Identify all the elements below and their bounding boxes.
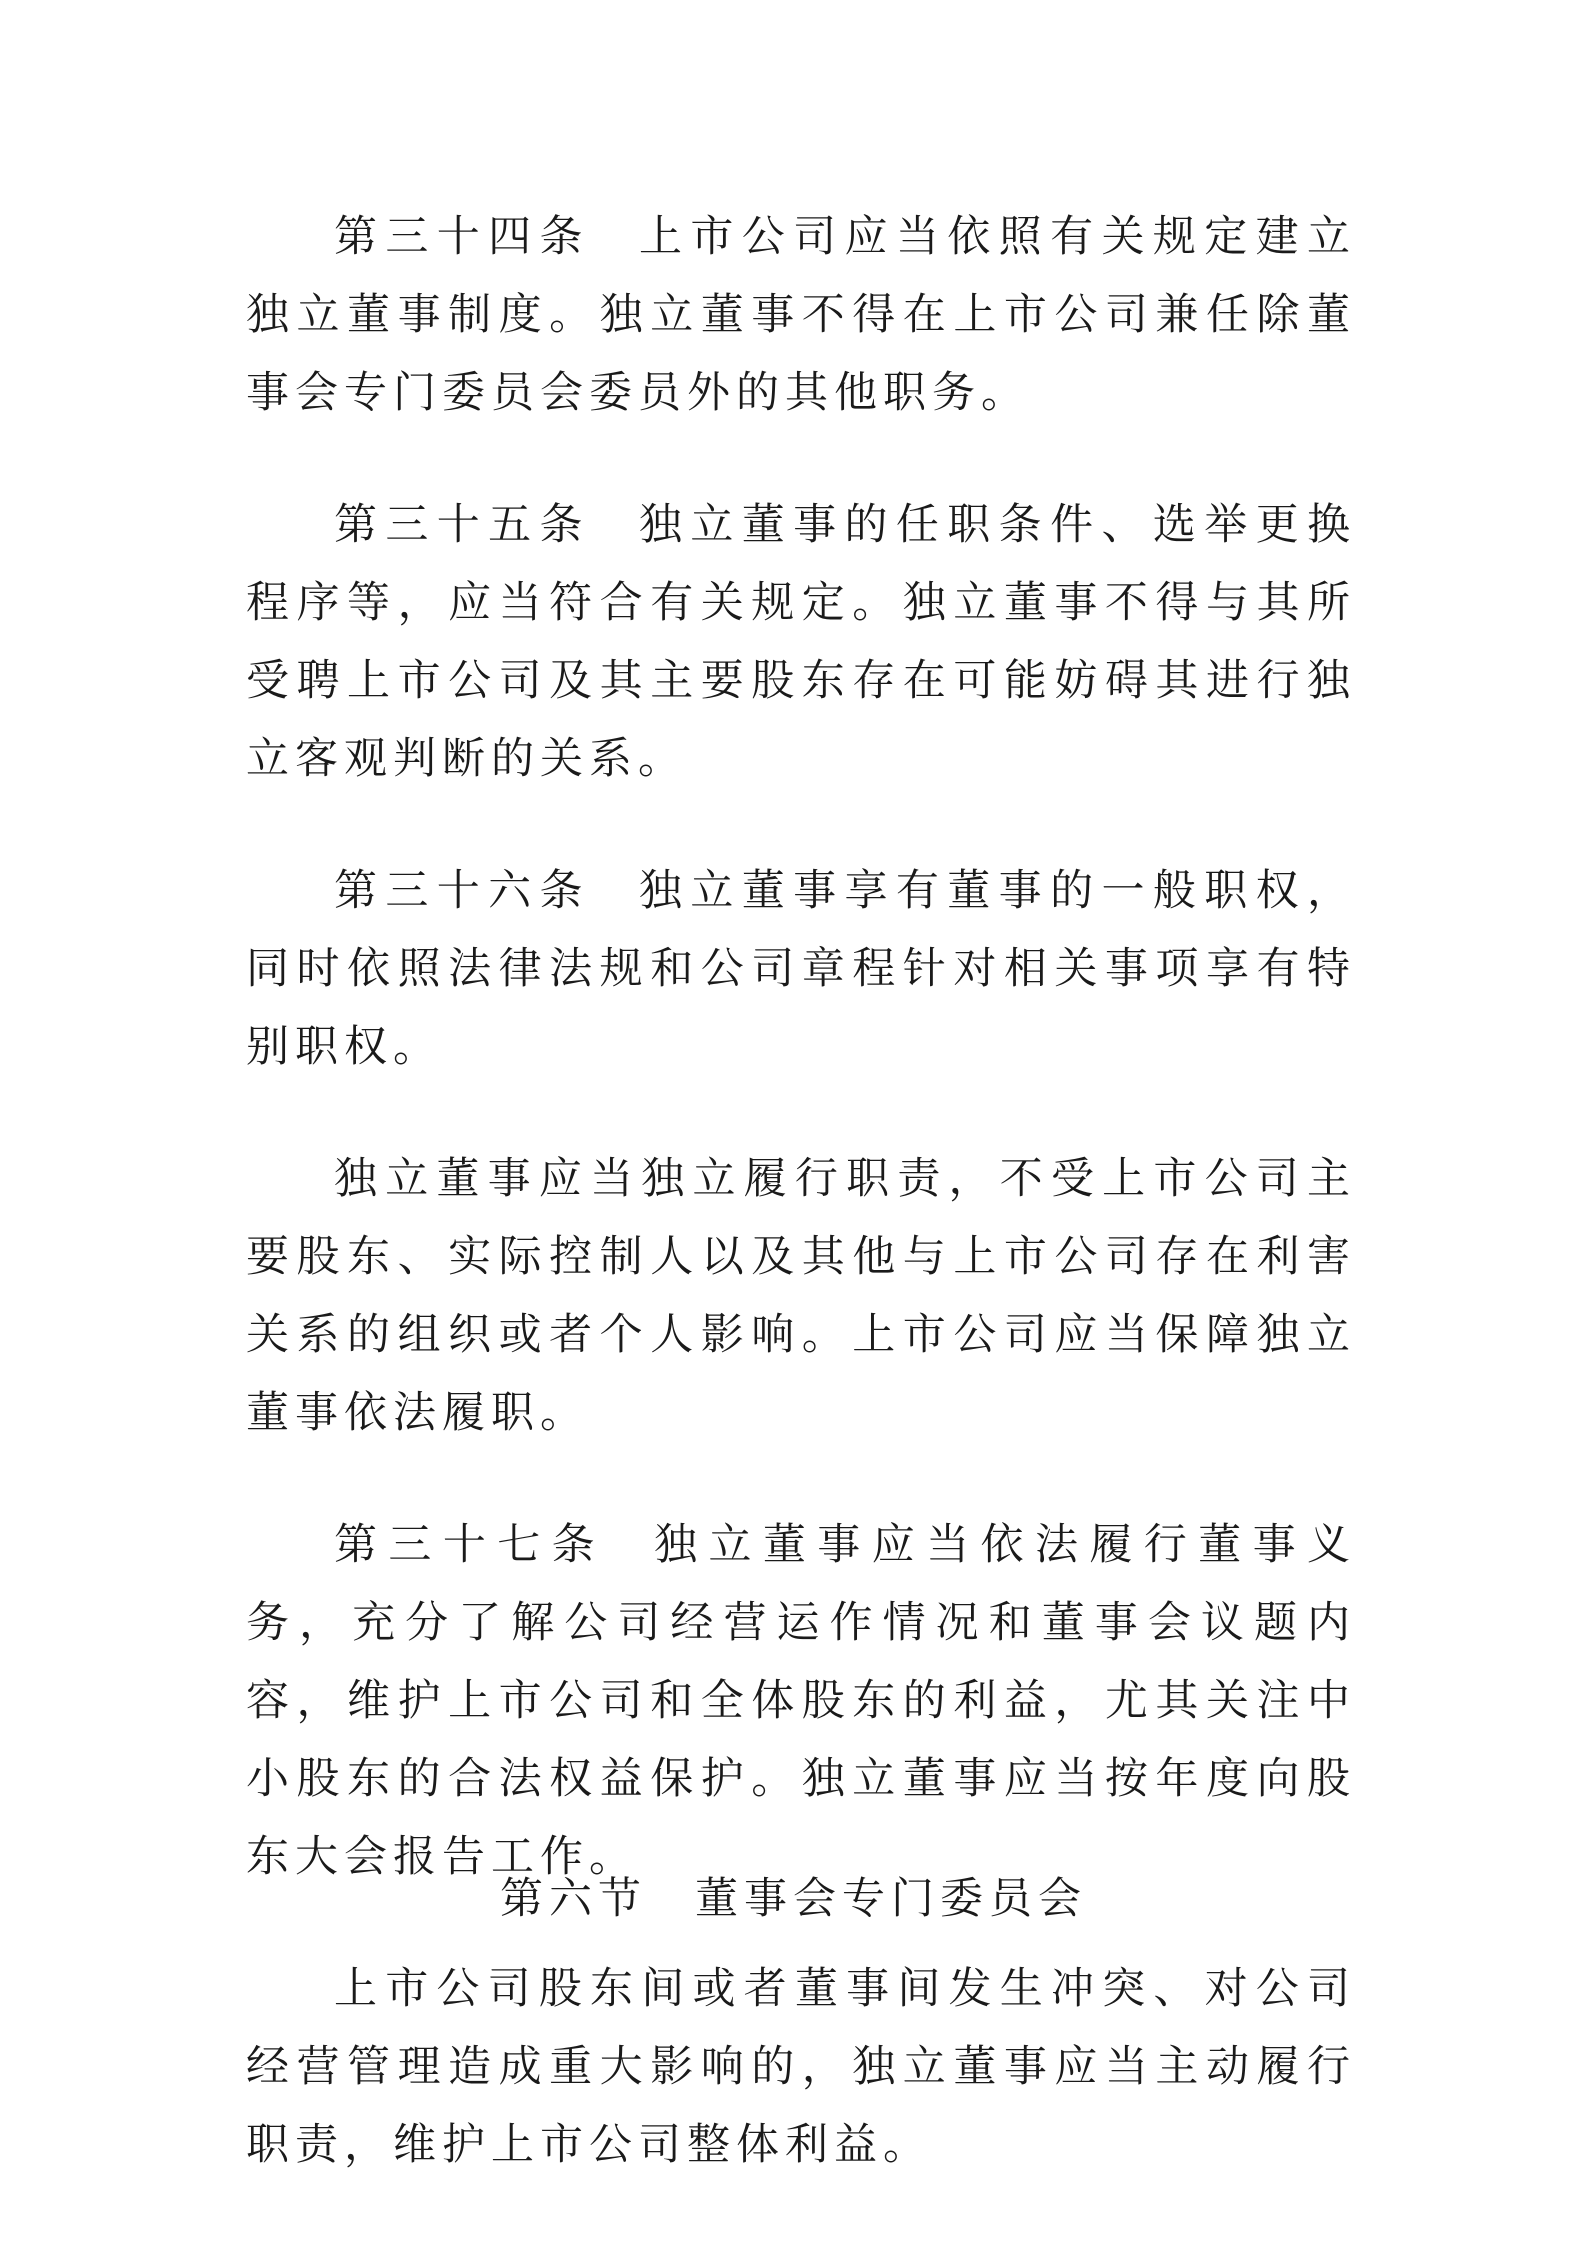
article-36-continuation-paragraph (246, 1140, 1356, 1452)
article-text: 独立董事应当依法履行董事义务，充分了解公司经营运作情况和董事会议题内容，维护上市公司和全体股东的利益，尤其关注中小股东的合法权益保护。独立董事应当按年度向股东大会报告工作。 (246, 1520, 1357, 1882)
article-number: 第三十六条 (334, 866, 591, 916)
article-number: 第三十七条 (334, 1520, 607, 1570)
article-36-paragraph (246, 852, 1356, 1086)
article-text: 独立董事享有董事的一般职权，同时依照法律法规和公司章程针对相关事项享有特别职权。 (246, 866, 1357, 1072)
paragraph-text: 上市公司股东间或者董事间发生冲突、对公司经营管理造成重大影响的，独立董事应当主动履行职责，维护上市公司整体利益。 (246, 1964, 1356, 2170)
section-title: 董事会专门委员会 (695, 1874, 1087, 1924)
article-text: 独立董事的任职条件、选举更换程序等，应当符合有关规定。独立董事不得与其所受聘上市公司及其主要股东存在可能妨碍其进行独立客观判断的关系。 (246, 500, 1357, 784)
section-number: 第六节 (500, 1874, 647, 1924)
article-number: 第三十五条 (334, 500, 591, 550)
article-34-paragraph (246, 198, 1356, 432)
article-35-paragraph (246, 486, 1356, 798)
article-37-paragraph (246, 1506, 1356, 1896)
article-number: 第三十四条 (334, 212, 591, 262)
article-text: 上市公司应当依照有关规定建立独立董事制度。独立董事不得在上市公司兼任除董事会专门委员会委员外的其他职务。 (246, 212, 1357, 418)
section-heading (0, 1860, 1587, 1938)
article-37-continuation-paragraph (246, 1950, 1356, 2184)
paragraph-text: 独立董事应当独立履行职责，不受上市公司主要股东、实际控制人以及其他与上市公司存在利害关系的组织或者个人影响。上市公司应当保障独立董事依法履职。 (246, 1154, 1356, 1438)
